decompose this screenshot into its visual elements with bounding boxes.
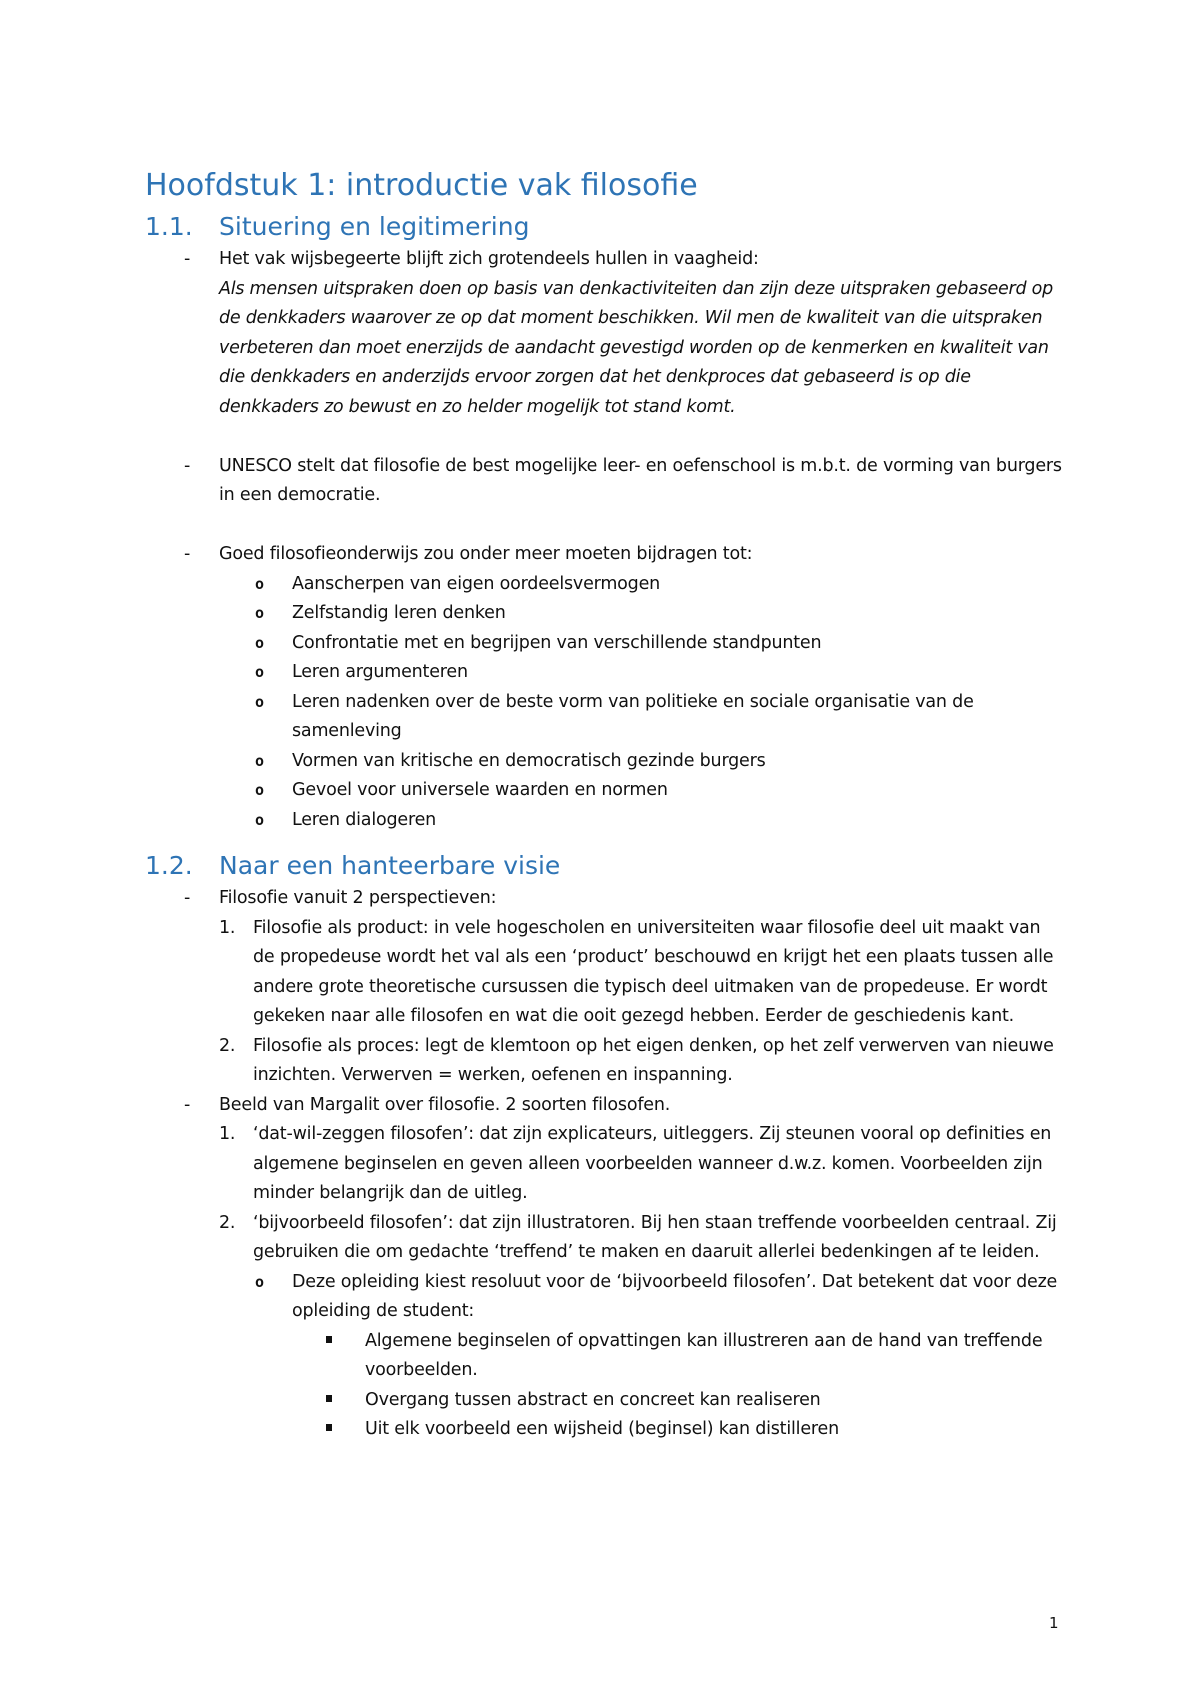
circle-marker: o bbox=[255, 1272, 264, 1291]
sub-list-text: Leren argumenteren bbox=[292, 662, 468, 682]
sub-list-text: Deze opleiding kiest resoluut voor de ‘bijvoorbeeld filosofen’. Dat betekent dat voor deze opleiding de student: bbox=[292, 1271, 1058, 1321]
sub-list-item bbox=[145, 629, 1065, 659]
numbered-item bbox=[145, 1032, 1065, 1091]
item-number: 1. bbox=[219, 1124, 236, 1144]
sub-list-item bbox=[145, 599, 1065, 629]
circle-marker: o bbox=[255, 810, 264, 829]
circle-marker: o bbox=[255, 663, 264, 681]
page-title: Hoofdstuk 1: introductie vak filosofie bbox=[145, 168, 698, 203]
sub-list-item bbox=[145, 806, 1065, 836]
item-number: 2. bbox=[219, 1035, 236, 1056]
nested-list-text: Overgang tussen abstract en concreet kan realiseren bbox=[365, 1389, 821, 1410]
document-body bbox=[145, 164, 1065, 1445]
numbered-item bbox=[145, 914, 1065, 1032]
item-number: 2. bbox=[219, 1212, 236, 1233]
numbered-item bbox=[145, 1209, 1065, 1268]
section-title: Naar een hanteerbare visie bbox=[219, 851, 561, 880]
dash-marker: - bbox=[184, 455, 191, 476]
sub-list-text: Confrontatie met en begrijpen van verschillende standpunten bbox=[292, 632, 822, 653]
italic-quote: Als mensen uitspraken doen op basis van denkactiviteiten dan zijn deze uitspraken gebaseerd op de denkkaders waarover ze op dat moment beschikken. Wil men de kwaliteit van die uitspraken verbeteren dan moet enerzijds de aandacht gevestigd worden op de kenmerken en kwaliteit van die denkkaders en anderzijds ervoor zorgen dat het denkproces dat gebaseerd is op die denkkaders zo bewust en zo helder mogelijk tot stand komt. bbox=[219, 278, 1053, 417]
nested-list-text: Uit elk voorbeeld een wijsheid (beginsel) kan distilleren bbox=[365, 1419, 839, 1439]
bullet-item bbox=[145, 1091, 1065, 1121]
dash-marker: - bbox=[184, 249, 191, 269]
item-number: 1. bbox=[219, 917, 236, 938]
sub-list-item bbox=[145, 776, 1065, 806]
sub-list-item bbox=[145, 747, 1065, 777]
sub-list-item bbox=[145, 570, 1065, 600]
sub-list-text: Aanscherpen van eigen oordeelsvermogen bbox=[292, 573, 661, 594]
sub-list-text: Leren nadenken over de beste vorm van politieke en sociale organisatie van de samenleving bbox=[292, 691, 974, 741]
sub-list-item bbox=[145, 658, 1065, 688]
circle-marker: o bbox=[255, 633, 264, 652]
sub-list-item bbox=[145, 1268, 1065, 1327]
sub-list-text: Gevoel voor universele waarden en normen bbox=[292, 780, 668, 800]
bullet-item bbox=[145, 884, 1065, 914]
section-number: 1.2. bbox=[145, 851, 193, 880]
sub-list-item bbox=[145, 688, 1065, 747]
numbered-text: Filosofie als product: in vele hogescholen en universiteiten waar filosofie deel uit maakt van de propedeuse wordt het val als een ‘product’ beschouwd en krijgt het een plaats tussen alle andere grote theoretische cursussen die typisch deel uitmaken van de propedeuse. Er wordt gekeken naar alle filosofen en wat die ooit gezegd hebben. Eerder de geschiedenis kant. bbox=[253, 917, 1054, 1026]
dash-marker: - bbox=[184, 1094, 191, 1115]
section-heading-1-2 bbox=[145, 848, 1065, 884]
section-title: Situering en legitimering bbox=[219, 212, 530, 241]
sub-list-text: Zelfstandig leren denken bbox=[292, 603, 506, 623]
circle-marker: o bbox=[255, 692, 264, 711]
sub-list-text: Vormen van kritische en democratisch gezinde burgers bbox=[292, 750, 766, 771]
bullet-text: Beeld van Margalit over filosofie. 2 soorten filosofen. bbox=[219, 1094, 671, 1115]
square-bullet-icon bbox=[326, 1395, 332, 1402]
nested-list-item bbox=[145, 1386, 1065, 1416]
dash-marker: - bbox=[184, 544, 191, 564]
sub-list-text: Leren dialogeren bbox=[292, 809, 437, 830]
page-number: 1 bbox=[1049, 1614, 1059, 1632]
bullet-text: Goed filosofieonderwijs zou onder meer moeten bijdragen tot: bbox=[219, 544, 753, 564]
bullet-text: Filosofie vanuit 2 perspectieven: bbox=[219, 888, 497, 908]
square-bullet-icon bbox=[326, 1424, 332, 1431]
nested-list-text: Algemene beginselen of opvattingen kan illustreren aan de hand van treffende voorbeelden. bbox=[365, 1330, 1043, 1380]
numbered-text: ‘dat-wil-zeggen filosofen’: dat zijn explicateurs, uitleggers. Zij steunen vooral op definities en algemene beginselen en geven alleen voorbeelden wanneer d.w.z. komen. Voorbeelden zijn minder belangrijk dan de uitleg. bbox=[253, 1124, 1052, 1203]
numbered-text: Filosofie als proces: legt de klemtoon op het eigen denken, op het zelf verwerven van nieuwe inzichten. Verwerven = werken, oefenen en inspanning. bbox=[253, 1035, 1054, 1085]
circle-marker: o bbox=[255, 781, 264, 799]
circle-marker: o bbox=[255, 604, 264, 622]
section-heading-1-1 bbox=[145, 209, 1065, 245]
section-number: 1.1. bbox=[145, 212, 193, 241]
bullet-item bbox=[145, 452, 1065, 511]
nested-list-item bbox=[145, 1415, 1065, 1445]
dash-marker: - bbox=[184, 888, 191, 908]
circle-marker: o bbox=[255, 751, 264, 770]
nested-list-item bbox=[145, 1327, 1065, 1386]
bullet-item bbox=[145, 540, 1065, 570]
bullet-item bbox=[145, 245, 1065, 422]
bullet-text: UNESCO stelt dat filosofie de best mogelijke leer- en oefenschool is m.b.t. de vorming van burgers in een democratie. bbox=[219, 455, 1062, 505]
square-bullet-icon bbox=[326, 1336, 332, 1343]
circle-marker: o bbox=[255, 574, 264, 593]
numbered-text: ‘bijvoorbeeld filosofen’: dat zijn illustratoren. Bij hen staan treffende voorbeelden centraal. Zij gebruiken die om gedachte ‘treffend’ te maken en daaruit allerlei bedenkingen af te leiden. bbox=[253, 1212, 1057, 1262]
bullet-text: Het vak wijsbegeerte blijft zich grotendeels hullen in vaagheid: bbox=[219, 249, 759, 269]
numbered-item bbox=[145, 1120, 1065, 1209]
